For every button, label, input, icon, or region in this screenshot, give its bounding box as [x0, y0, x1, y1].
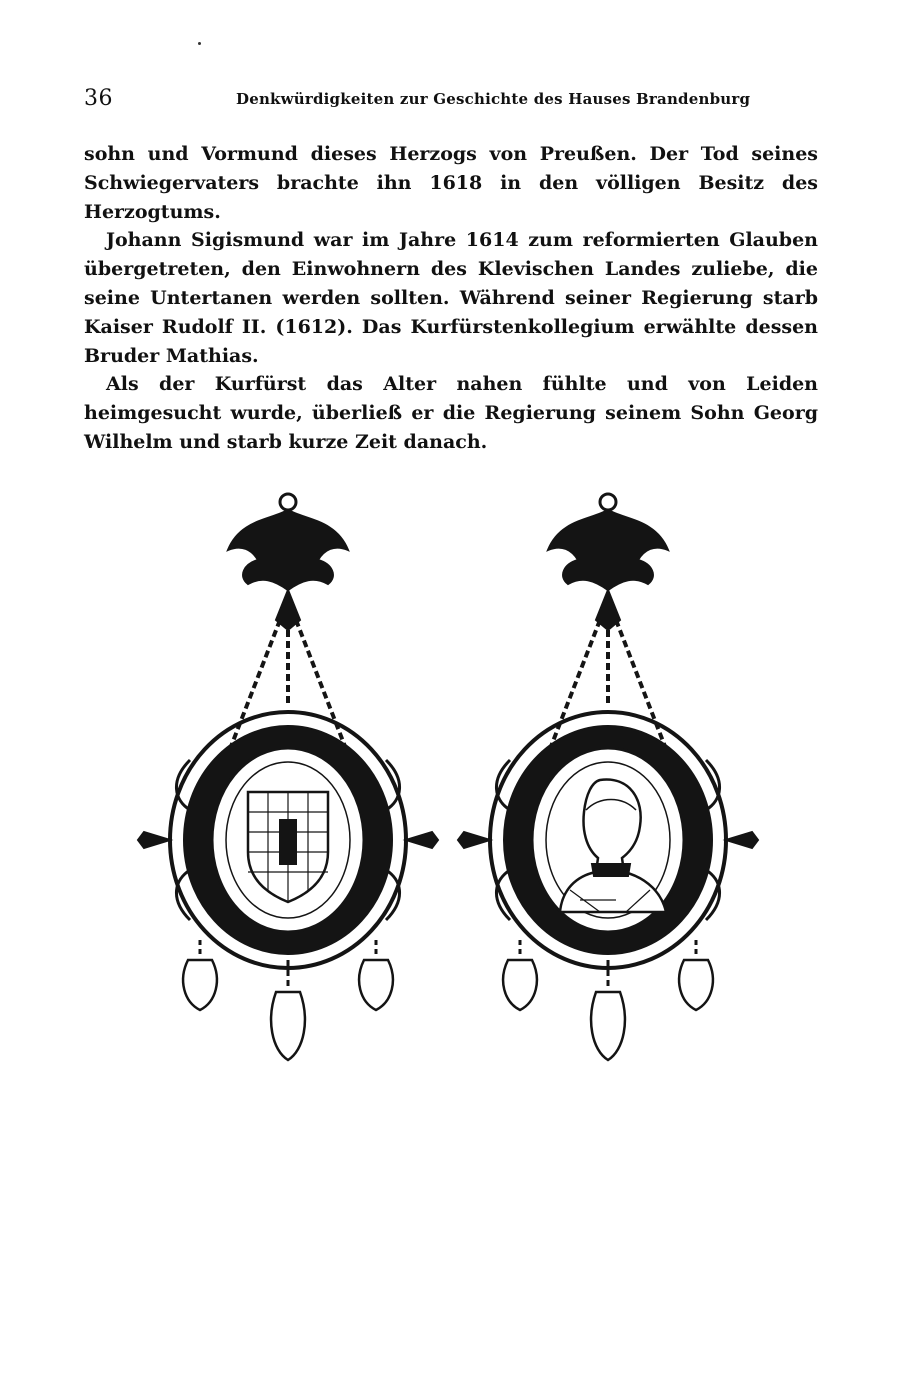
body-text: [84, 140, 818, 457]
pendant-illustration: [130, 480, 770, 1100]
running-title: Denkwürdigkeiten zur Geschichte des Hauses Brandenburg: [236, 90, 751, 108]
portrait-pendant-icon: [458, 494, 758, 1060]
paragraph-1: sohn und Vormund dieses Herzogs von Preußen. Der Tod seines Schwiegervaters brachte ihn 1618 in den völligen Besitz des Herzogtums.: [84, 143, 818, 223]
paragraph-3: Als der Kurfürst das Alter nahen fühlte und von Leiden heimgesucht wurde, überließ er die Regierung seinem Sohn Georg Wilhelm und starb kurze Zeit danach.: [84, 373, 818, 453]
paragraph-2: Johann Sigismund war im Jahre 1614 zum reformierten Glauben übergetreten, den Einwohnern des Klevischen Landes zuliebe, die seine Untertanen werden sollten. Während seiner Regierung starb Kaiser Rudolf II. (1612). Das Kurfürstenkollegium erwählte dessen Bruder Mathias.: [84, 229, 818, 367]
page-number: 36: [84, 86, 113, 111]
coat-of-arms-pendant-icon: [138, 494, 438, 1060]
ink-speck: [198, 42, 201, 45]
